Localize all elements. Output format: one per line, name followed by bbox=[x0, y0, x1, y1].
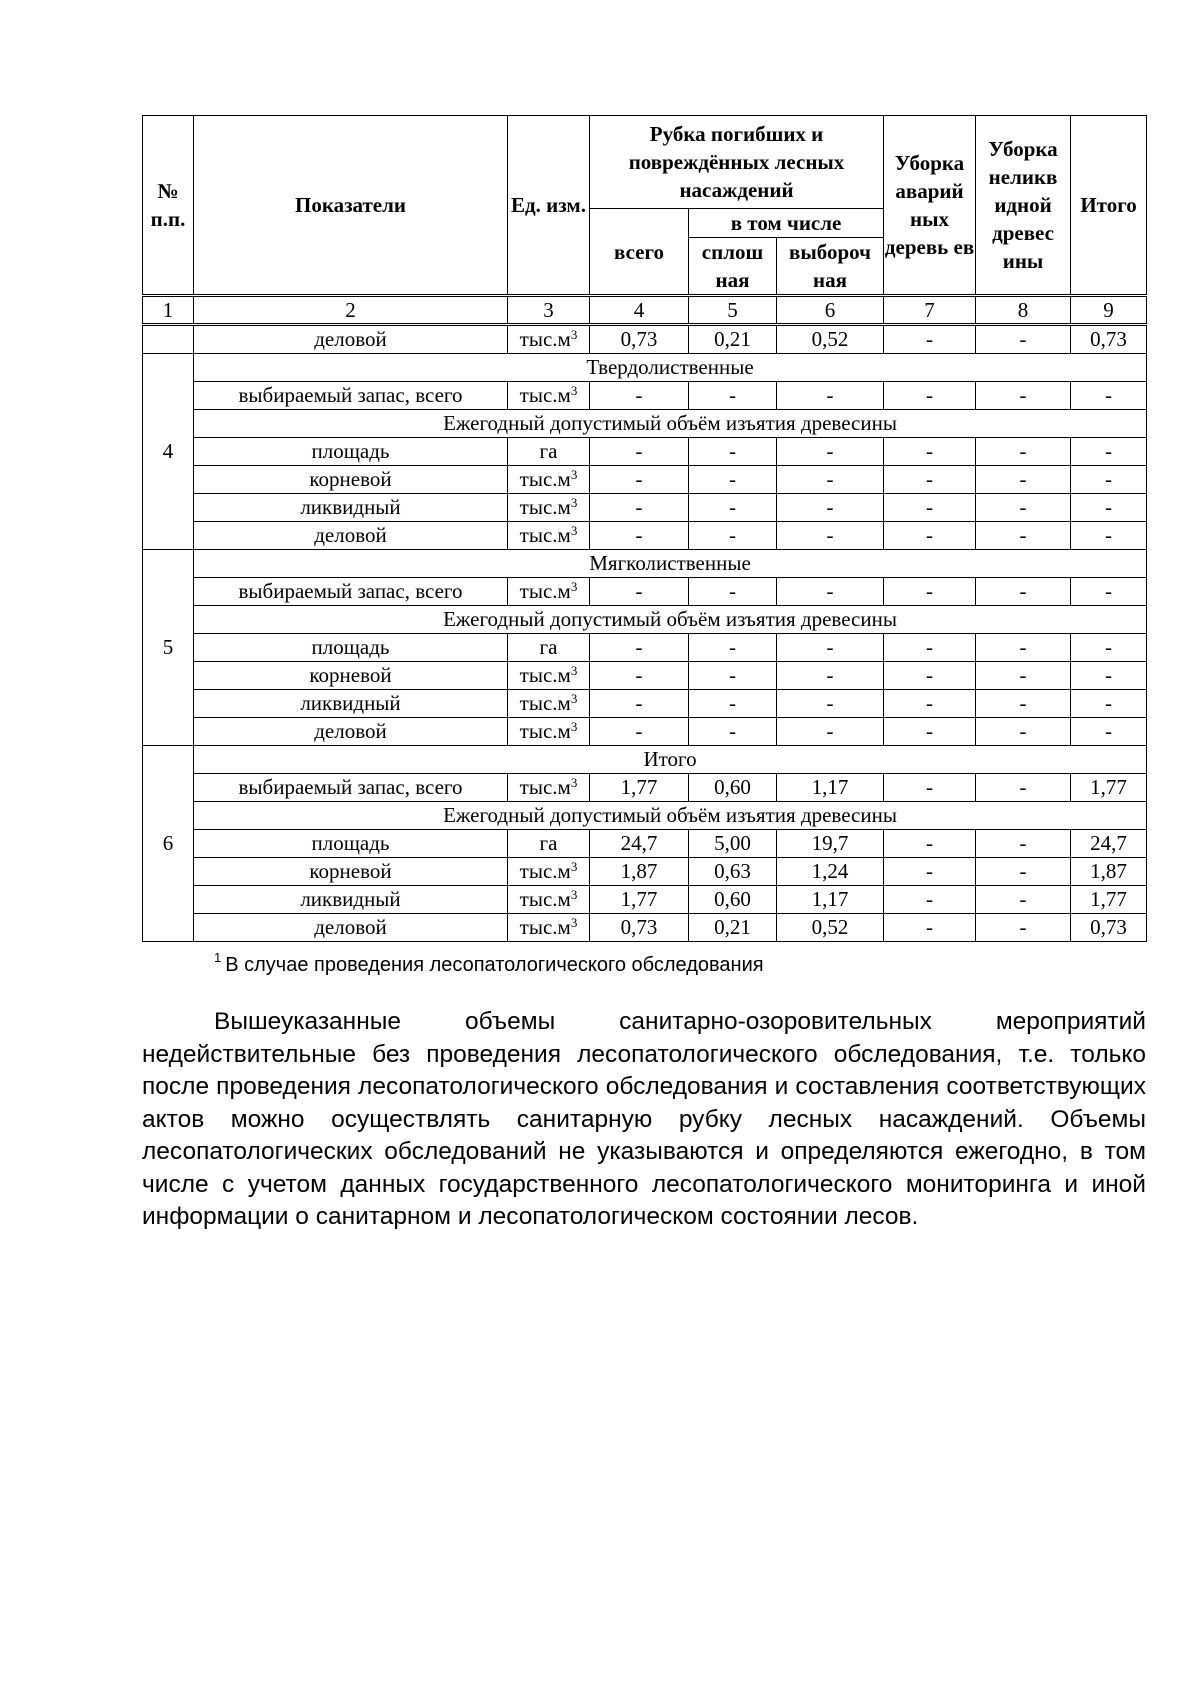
value-cell: - bbox=[884, 774, 976, 802]
section-subtitle: Ежегодный допустимый объём изъятия древесины bbox=[194, 606, 1147, 634]
value-cell: - bbox=[590, 578, 689, 606]
row-label: корневой bbox=[194, 662, 508, 690]
value-cell: - bbox=[777, 382, 884, 410]
unit-text: тыс.м bbox=[519, 719, 571, 743]
value-cell: 0,73 bbox=[590, 325, 689, 354]
unit-text: тыс.м bbox=[519, 887, 571, 911]
unit-cell bbox=[508, 718, 590, 746]
unit-text: га bbox=[539, 635, 558, 659]
header-num: № п.п. bbox=[143, 116, 194, 296]
table-body bbox=[143, 296, 1147, 942]
header-illiquid: Уборка неликв идной древес ины bbox=[976, 116, 1071, 296]
unit-cell bbox=[508, 382, 590, 410]
unit-superscript: 3 bbox=[570, 859, 578, 874]
value-cell: 1,77 bbox=[1071, 774, 1147, 802]
unit-cell bbox=[508, 690, 590, 718]
section-subtitle-row bbox=[143, 410, 1147, 438]
value-cell: 24,7 bbox=[1071, 830, 1147, 858]
footnote bbox=[214, 950, 764, 977]
column-number: 9 bbox=[1071, 296, 1147, 325]
table-row bbox=[143, 662, 1147, 690]
value-cell: - bbox=[976, 718, 1071, 746]
value-cell: - bbox=[1071, 634, 1147, 662]
column-number: 4 bbox=[590, 296, 689, 325]
unit-cell bbox=[508, 466, 590, 494]
value-cell: - bbox=[590, 494, 689, 522]
value-cell: 1,24 bbox=[777, 858, 884, 886]
value-cell: - bbox=[976, 466, 1071, 494]
value-cell: - bbox=[884, 662, 976, 690]
section-title: Мягколиственные bbox=[194, 550, 1147, 578]
value-cell: 24,7 bbox=[590, 830, 689, 858]
value-cell: - bbox=[976, 662, 1071, 690]
value-cell: - bbox=[777, 522, 884, 550]
section-subtitle-row bbox=[143, 606, 1147, 634]
column-number: 7 bbox=[884, 296, 976, 325]
value-cell: - bbox=[884, 830, 976, 858]
section-subtitle-row bbox=[143, 802, 1147, 830]
value-cell: - bbox=[884, 466, 976, 494]
table-row bbox=[143, 718, 1147, 746]
value-cell: - bbox=[590, 690, 689, 718]
row-label: деловой bbox=[194, 522, 508, 550]
value-cell: - bbox=[884, 438, 976, 466]
unit-superscript: 3 bbox=[570, 383, 578, 398]
value-cell: - bbox=[590, 718, 689, 746]
table-row bbox=[143, 522, 1147, 550]
row-label: ликвидный bbox=[194, 690, 508, 718]
unit-text: тыс.м bbox=[519, 859, 571, 883]
section-number: 5 bbox=[143, 550, 194, 746]
row-label: корневой bbox=[194, 858, 508, 886]
value-cell: - bbox=[777, 494, 884, 522]
value-cell: 0,73 bbox=[590, 914, 689, 942]
section-subtitle: Ежегодный допустимый объём изъятия древесины bbox=[194, 802, 1147, 830]
column-number: 3 bbox=[508, 296, 590, 325]
value-cell: - bbox=[689, 634, 777, 662]
unit-text: тыс.м bbox=[519, 327, 571, 351]
value-cell: - bbox=[1071, 494, 1147, 522]
unit-text: тыс.м bbox=[519, 383, 571, 407]
unit-cell bbox=[508, 886, 590, 914]
unit-cell bbox=[508, 578, 590, 606]
unit-superscript: 3 bbox=[570, 579, 578, 594]
table-row bbox=[143, 830, 1147, 858]
row-label: площадь bbox=[194, 634, 508, 662]
value-cell: - bbox=[1071, 522, 1147, 550]
unit-superscript: 3 bbox=[570, 467, 578, 482]
table-row bbox=[143, 774, 1147, 802]
unit-cell bbox=[508, 325, 590, 354]
row-label: ликвидный bbox=[194, 886, 508, 914]
value-cell: - bbox=[976, 830, 1071, 858]
value-cell: - bbox=[777, 634, 884, 662]
value-cell: - bbox=[590, 438, 689, 466]
row-label: площадь bbox=[194, 438, 508, 466]
value-cell: - bbox=[590, 522, 689, 550]
value-cell: - bbox=[976, 914, 1071, 942]
table-header bbox=[143, 116, 1147, 296]
unit-superscript: 3 bbox=[570, 327, 578, 342]
table-row bbox=[143, 886, 1147, 914]
unit-cell bbox=[508, 522, 590, 550]
unit-superscript: 3 bbox=[570, 719, 578, 734]
row-label: ликвидный bbox=[194, 494, 508, 522]
header-felling-group: Рубка погибших и повреждённых лесных насаждений bbox=[590, 116, 884, 209]
row-number-cell bbox=[143, 325, 194, 354]
value-cell: - bbox=[1071, 466, 1147, 494]
unit-text: тыс.м bbox=[519, 523, 571, 547]
value-cell: - bbox=[884, 494, 976, 522]
column-number: 6 bbox=[777, 296, 884, 325]
unit-cell bbox=[508, 858, 590, 886]
table-row bbox=[143, 858, 1147, 886]
header-emergency: Уборка аварий ных деревь ев bbox=[884, 116, 976, 296]
value-cell: 5,00 bbox=[689, 830, 777, 858]
unit-cell bbox=[508, 438, 590, 466]
unit-superscript: 3 bbox=[570, 887, 578, 902]
unit-text: тыс.м bbox=[519, 691, 571, 715]
unit-superscript: 3 bbox=[570, 523, 578, 538]
value-cell: - bbox=[884, 382, 976, 410]
value-cell: - bbox=[976, 858, 1071, 886]
unit-superscript: 3 bbox=[570, 663, 578, 678]
value-cell: 0,73 bbox=[1071, 325, 1147, 354]
header-selective: выбороч ная bbox=[777, 238, 884, 296]
footnote-text: В случае проведения лесопатологического обследования bbox=[225, 954, 764, 976]
value-cell: - bbox=[976, 634, 1071, 662]
section-title-row bbox=[143, 354, 1147, 382]
row-label: выбираемый запас, всего bbox=[194, 578, 508, 606]
forest-felling-table bbox=[142, 115, 1147, 942]
value-cell: - bbox=[689, 662, 777, 690]
value-cell: - bbox=[884, 690, 976, 718]
value-cell: - bbox=[590, 634, 689, 662]
value-cell: 1,17 bbox=[777, 774, 884, 802]
column-number: 2 bbox=[194, 296, 508, 325]
value-cell: - bbox=[1071, 438, 1147, 466]
footnote-mark: 1 bbox=[214, 950, 222, 965]
row-label: деловой bbox=[194, 914, 508, 942]
table-row bbox=[143, 914, 1147, 942]
unit-cell bbox=[508, 494, 590, 522]
value-cell: 1,77 bbox=[590, 886, 689, 914]
value-cell: - bbox=[976, 438, 1071, 466]
value-cell: 0,21 bbox=[689, 914, 777, 942]
value-cell: - bbox=[590, 662, 689, 690]
table-row bbox=[143, 466, 1147, 494]
section-subtitle: Ежегодный допустимый объём изъятия древесины bbox=[194, 410, 1147, 438]
value-cell: - bbox=[689, 578, 777, 606]
table-row bbox=[143, 382, 1147, 410]
unit-superscript: 3 bbox=[570, 495, 578, 510]
value-cell: 0,60 bbox=[689, 774, 777, 802]
header-itogo: Итого bbox=[1071, 116, 1147, 296]
section-number: 6 bbox=[143, 746, 194, 942]
row-label: деловой bbox=[194, 718, 508, 746]
value-cell: - bbox=[976, 494, 1071, 522]
unit-text: га bbox=[539, 439, 558, 463]
unit-superscript: 3 bbox=[570, 691, 578, 706]
row-label: выбираемый запас, всего bbox=[194, 774, 508, 802]
unit-text: тыс.м bbox=[519, 467, 571, 491]
value-cell: - bbox=[777, 438, 884, 466]
value-cell: 0,63 bbox=[689, 858, 777, 886]
value-cell: - bbox=[689, 494, 777, 522]
value-cell: - bbox=[884, 858, 976, 886]
section-title: Итого bbox=[194, 746, 1147, 774]
section-number: 4 bbox=[143, 354, 194, 550]
table-row bbox=[143, 325, 1147, 354]
value-cell: - bbox=[884, 578, 976, 606]
value-cell: - bbox=[976, 325, 1071, 354]
value-cell: 1,87 bbox=[1071, 858, 1147, 886]
value-cell: - bbox=[689, 690, 777, 718]
value-cell: - bbox=[1071, 662, 1147, 690]
table-row bbox=[143, 634, 1147, 662]
body-paragraph: Вышеуказанные объемы санитарно-озоровительных мероприятий недействительные без проведения лесопатологического обследования, т.е. только после проведения лесопатологического обследования и составления соответствующих актов можно осуществлять санитарную рубку лесных насаждений. Объемы лесопатологических обследований не указываются и определяются ежегодно, в том числе с учетом данных государственного лесопатологического мониторинга и иной информации о санитарном и лесопатологическом состоянии лесов. bbox=[142, 1008, 1146, 1230]
table-row bbox=[143, 578, 1147, 606]
value-cell: - bbox=[976, 886, 1071, 914]
unit-cell bbox=[508, 830, 590, 858]
row-label: выбираемый запас, всего bbox=[194, 382, 508, 410]
value-cell: 1,77 bbox=[590, 774, 689, 802]
unit-text: тыс.м bbox=[519, 663, 571, 687]
row-label: корневой bbox=[194, 466, 508, 494]
value-cell: 1,17 bbox=[777, 886, 884, 914]
unit-cell bbox=[508, 634, 590, 662]
value-cell: - bbox=[777, 662, 884, 690]
value-cell: - bbox=[1071, 382, 1147, 410]
unit-superscript: 3 bbox=[570, 915, 578, 930]
value-cell: - bbox=[976, 382, 1071, 410]
row-label: деловой bbox=[194, 325, 508, 354]
header-including: в том числе bbox=[689, 209, 884, 238]
unit-superscript: 3 bbox=[570, 775, 578, 790]
value-cell: - bbox=[689, 438, 777, 466]
value-cell: - bbox=[590, 382, 689, 410]
value-cell: - bbox=[884, 634, 976, 662]
value-cell: - bbox=[884, 325, 976, 354]
value-cell: - bbox=[976, 774, 1071, 802]
unit-text: тыс.м bbox=[519, 915, 571, 939]
value-cell: - bbox=[976, 522, 1071, 550]
header-clear: сплош ная bbox=[689, 238, 777, 296]
value-cell: - bbox=[689, 522, 777, 550]
table-row bbox=[143, 690, 1147, 718]
unit-cell bbox=[508, 662, 590, 690]
value-cell: - bbox=[777, 578, 884, 606]
value-cell: 0,21 bbox=[689, 325, 777, 354]
column-number: 5 bbox=[689, 296, 777, 325]
value-cell: - bbox=[777, 718, 884, 746]
unit-text: тыс.м bbox=[519, 775, 571, 799]
value-cell: 19,7 bbox=[777, 830, 884, 858]
value-cell: - bbox=[777, 690, 884, 718]
value-cell: - bbox=[884, 718, 976, 746]
table-row bbox=[143, 494, 1147, 522]
value-cell: - bbox=[777, 466, 884, 494]
value-cell: 1,87 bbox=[590, 858, 689, 886]
value-cell: - bbox=[689, 466, 777, 494]
value-cell: - bbox=[884, 886, 976, 914]
section-title: Твердолиственные bbox=[194, 354, 1147, 382]
value-cell: - bbox=[1071, 690, 1147, 718]
unit-cell bbox=[508, 914, 590, 942]
value-cell: - bbox=[689, 382, 777, 410]
header-total: всего bbox=[590, 209, 689, 296]
value-cell: - bbox=[976, 690, 1071, 718]
header-unit: Ед. изм. bbox=[508, 116, 590, 296]
column-number: 1 bbox=[143, 296, 194, 325]
value-cell: - bbox=[884, 522, 976, 550]
value-cell: 0,60 bbox=[689, 886, 777, 914]
value-cell: - bbox=[689, 718, 777, 746]
unit-cell bbox=[508, 774, 590, 802]
value-cell: - bbox=[1071, 578, 1147, 606]
value-cell: - bbox=[1071, 718, 1147, 746]
value-cell: 1,77 bbox=[1071, 886, 1147, 914]
section-title-row bbox=[143, 746, 1147, 774]
value-cell: 0,52 bbox=[777, 325, 884, 354]
value-cell: 0,73 bbox=[1071, 914, 1147, 942]
unit-text: га bbox=[539, 831, 558, 855]
unit-text: тыс.м bbox=[519, 579, 571, 603]
value-cell: - bbox=[884, 914, 976, 942]
value-cell: 0,52 bbox=[777, 914, 884, 942]
value-cell: - bbox=[976, 578, 1071, 606]
unit-text: тыс.м bbox=[519, 495, 571, 519]
table-row bbox=[143, 438, 1147, 466]
column-number: 8 bbox=[976, 296, 1071, 325]
value-cell: - bbox=[590, 466, 689, 494]
header-indicators: Показатели bbox=[194, 116, 508, 296]
row-label: площадь bbox=[194, 830, 508, 858]
column-number-row bbox=[143, 296, 1147, 325]
section-title-row bbox=[143, 550, 1147, 578]
